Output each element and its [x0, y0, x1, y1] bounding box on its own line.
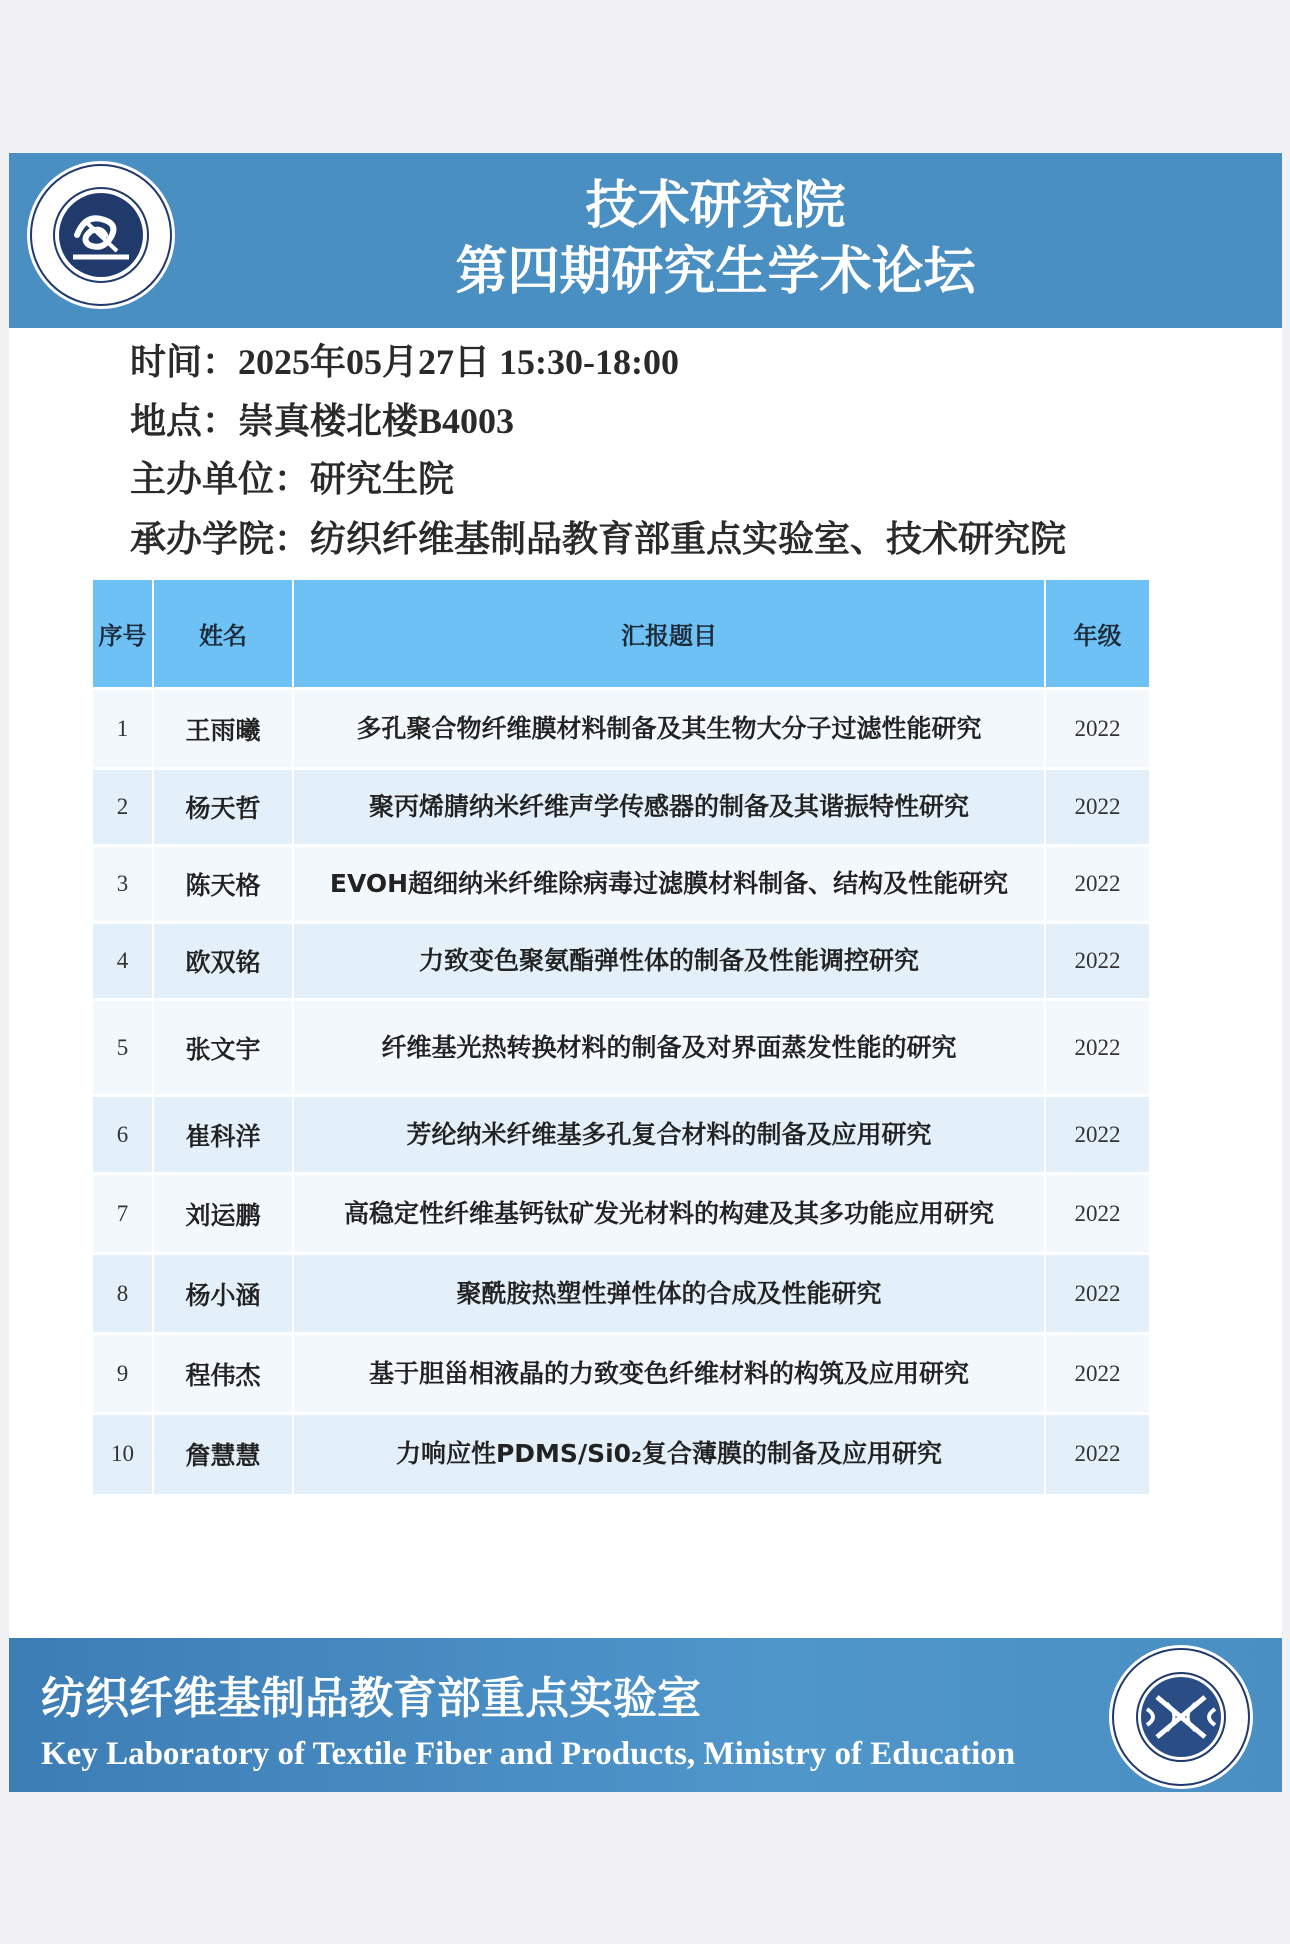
table-row	[93, 1174, 1150, 1254]
info-host	[130, 455, 454, 505]
footer-en-title: Key Laboratory of Textile Fiber and Products, Ministry of Education	[41, 1736, 1016, 1772]
cell-name: 杨天哲	[153, 769, 293, 846]
lab-logo	[1107, 1643, 1255, 1791]
header-topic: 汇报题目	[293, 580, 1045, 689]
cell-topic: 芳纶纳米纤维基多孔复合材料的制备及应用研究	[293, 1096, 1045, 1174]
info-time	[130, 337, 679, 388]
cell-name: 詹慧慧	[153, 1414, 293, 1494]
header-year: 年级	[1045, 580, 1150, 689]
schedule-table	[93, 580, 1151, 1494]
table-header-row	[93, 580, 1150, 689]
cell-topic: 纤维基光热转换材料的制备及对界面蒸发性能的研究	[293, 1000, 1045, 1096]
cell-name: 王雨曦	[153, 689, 293, 769]
cell-year: 2022	[1045, 1096, 1150, 1174]
cell-year: 2022	[1045, 846, 1150, 923]
header-no: 序号	[93, 580, 153, 689]
place-value: 崇真楼北楼B4003	[238, 401, 515, 441]
footer-cn-title: 纺织纤维基制品教育部重点实验室	[41, 1673, 701, 1724]
info-organizer	[130, 515, 1066, 565]
info-place	[130, 396, 514, 447]
header-banner	[9, 153, 1282, 328]
cell-no: 8	[93, 1254, 153, 1334]
organizer-value: 纺织纤维基制品教育部重点实验室、技术研究院	[310, 519, 1067, 560]
table-row	[93, 1000, 1150, 1096]
time-label: 时间：	[130, 342, 239, 383]
cell-name: 陈天格	[153, 846, 293, 923]
time-value: 2025年05月27日 15:30-18:00	[238, 342, 679, 382]
cell-no: 3	[93, 846, 153, 923]
cell-no: 4	[93, 923, 153, 1000]
cell-topic: 聚丙烯腈纳米纤维声学传感器的制备及其谐振特性研究	[293, 769, 1045, 846]
cell-year: 2022	[1045, 1174, 1150, 1254]
cell-no: 6	[93, 1096, 153, 1174]
host-value: 研究生院	[310, 459, 455, 500]
cell-no: 9	[93, 1334, 153, 1414]
cell-year: 2022	[1045, 1000, 1150, 1096]
cell-no: 5	[93, 1000, 153, 1096]
cell-year: 2022	[1045, 1334, 1150, 1414]
cell-topic: 基于胆甾相液晶的力致变色纤维材料的构筑及应用研究	[293, 1334, 1045, 1414]
cell-year: 2022	[1045, 689, 1150, 769]
cell-name: 刘运鹏	[153, 1174, 293, 1254]
organizer-label: 承办学院：	[130, 519, 311, 560]
cell-no: 2	[93, 769, 153, 846]
poster	[9, 153, 1282, 1792]
cell-name: 程伟杰	[153, 1334, 293, 1414]
table-row	[93, 689, 1150, 769]
cell-topic: EVOH超细纳米纤维除病毒过滤膜材料制备、结构及性能研究	[293, 846, 1045, 923]
cell-name: 欧双铭	[153, 923, 293, 1000]
place-label: 地点：	[130, 401, 239, 442]
host-label: 主办单位：	[130, 459, 311, 500]
cell-topic: 力致变色聚氨酯弹性体的制备及性能调控研究	[293, 923, 1045, 1000]
cell-no: 1	[93, 689, 153, 769]
footer-banner	[9, 1638, 1282, 1792]
cell-name: 崔科洋	[153, 1096, 293, 1174]
table-row	[93, 923, 1150, 1000]
header-name: 姓名	[153, 580, 293, 689]
wtu-logo	[25, 159, 177, 311]
cell-year: 2022	[1045, 923, 1150, 1000]
table-row	[93, 1334, 1150, 1414]
cell-name: 张文宇	[153, 1000, 293, 1096]
cell-year: 2022	[1045, 1414, 1150, 1494]
cell-no: 7	[93, 1174, 153, 1254]
cell-topic: 力响应性PDMS/Si0₂复合薄膜的制备及应用研究	[293, 1414, 1045, 1494]
title-line-1: 技术研究院	[585, 176, 846, 236]
cell-name: 杨小涵	[153, 1254, 293, 1334]
cell-year: 2022	[1045, 769, 1150, 846]
table-row	[93, 769, 1150, 846]
title-line-2: 第四期研究生学术论坛	[455, 242, 976, 302]
cell-topic: 聚酰胺热塑性弹性体的合成及性能研究	[293, 1254, 1045, 1334]
table-row	[93, 1254, 1150, 1334]
cell-topic: 高稳定性纤维基钙钛矿发光材料的构建及其多功能应用研究	[293, 1174, 1045, 1254]
cell-no: 10	[93, 1414, 153, 1494]
cell-year: 2022	[1045, 1254, 1150, 1334]
table-row	[93, 1414, 1150, 1494]
cell-topic: 多孔聚合物纤维膜材料制备及其生物大分子过滤性能研究	[293, 689, 1045, 769]
table-row	[93, 1096, 1150, 1174]
table-row	[93, 846, 1150, 923]
